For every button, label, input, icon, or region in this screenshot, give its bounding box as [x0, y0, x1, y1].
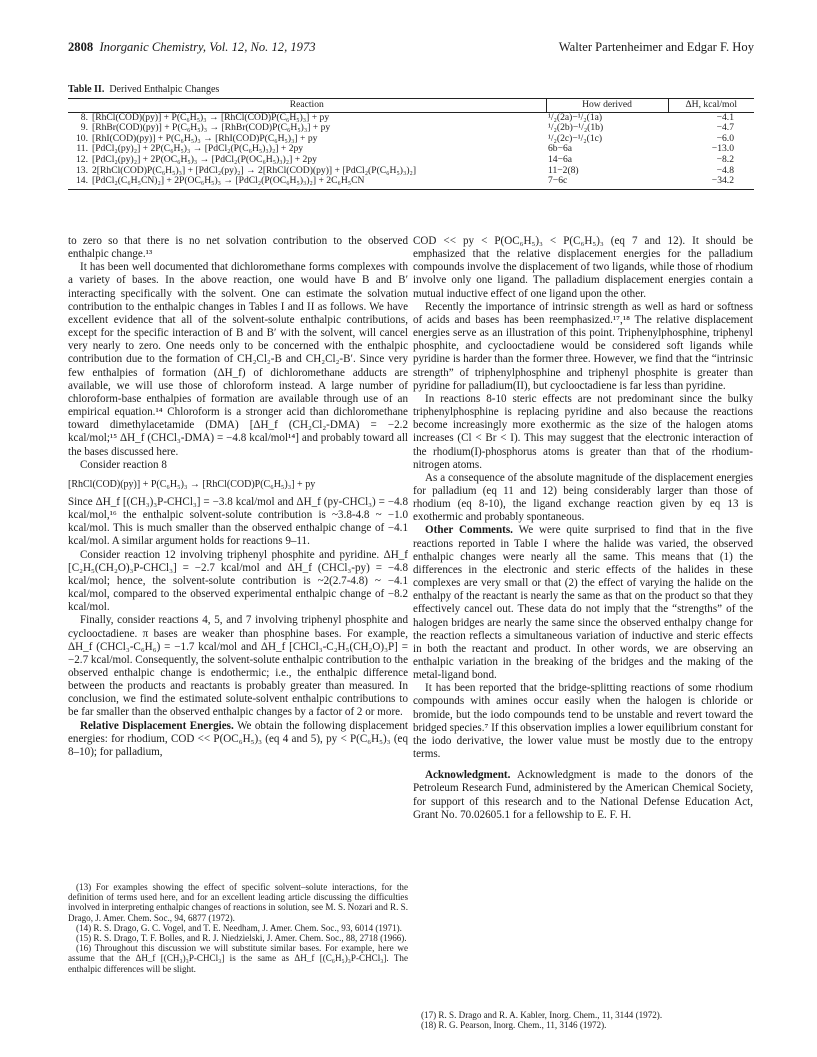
- row-delta-h: −13.0: [711, 143, 734, 155]
- row-number: 13.: [76, 164, 88, 176]
- footnote: (17) R. S. Drago and R. A. Kabler, Inorg. Chem., 11, 3144 (1972).: [421, 1010, 663, 1020]
- row-number: 12.: [76, 153, 88, 165]
- row-reaction: [PdCl₂(py)₂] + 2P(C₆H₅)₃ → [PdCl₂(P(C₆H₅)₃)₂] + 2py: [92, 143, 304, 155]
- header-authors: Walter Partenheimer and Edgar F. Hoy: [558, 40, 754, 54]
- running-header: [68, 40, 754, 56]
- journal-citation: Inorganic Chemistry, Vol. 12, No. 12, 1973: [99, 40, 316, 54]
- table-derived-enthalpic-changes: [68, 84, 754, 190]
- row-reaction: 2[RhCl(COD)P(C₆H₅)₃] + [PdCl₂(py)₂] → 2[RhCl(COD)(py)] + [PdCl₂(P(C₆H₅)₃)₂]: [92, 164, 417, 176]
- paragraph: It has been well documented that dichloromethane forms complexes with a variety of bases. In the above reaction, one would have B and B′ interacting specifically with the solvent. One can estimate the solvation contribution to the enthalpic changes in Tables I and II as follows. We have excellent evidence that all of the solvent-solute enthalpic contributions, except for the specific interaction of B and B′ with the solvent, will cancel very nearly to zero. One needs only to be concerned with the enthalpic contribution due to the formation of CH₂Cl₂-B and CH₂Cl₂-B′. Since very few enthalpies of formation (ΔH_f) of dichloromethane adducts are available, we will use those of chloroform instead. A large number of chloroform-base enthalpies of formation are available through use of an empirical equation.¹⁴ Chloroform is a stronger acid than dichloromethane toward dimethylacetamide (DMA) [ΔH_f (CH₂Cl₂-DMA) = −2.2 kcal/mol;¹⁵ ΔH_f (CHCl₃-DMA) = −4.8 kcal/mol¹⁴] and probably toward all the bases discussed here.: [68, 261, 408, 458]
- header-reaction: Reaction: [68, 99, 546, 113]
- row-delta-h: −34.2: [668, 176, 754, 189]
- row-how-derived: ¹/₂(2c)−¹/₂(1c): [548, 132, 603, 144]
- paragraph-text: Acknowledgment is made to the donors of the Petroleum Research Fund, administered by the American Chemical Society, for support of this research and to the National Defense Education Act, Grant No. 70.02605.1 for a fellowship to E. F. H.: [413, 769, 753, 821]
- table-label: Table II.: [68, 84, 105, 95]
- footnote: (14) R. S. Drago, G. C. Vogel, and T. E. Needham, J. Amer. Chem. Soc., 93, 6014 (1971).: [76, 922, 402, 933]
- footnotes-left: [68, 882, 408, 974]
- row-reaction: [RhI(COD)(py)] + P(C₆H₅)₃ → [RhI(COD)P(C₆H₅)₃] + py: [92, 132, 318, 144]
- row-reaction: [RhBr(COD)(py)] + P(C₆H₅)₃ → [RhBr(COD)P(C₆H₅)₃] + py: [92, 122, 331, 134]
- table-title: Derived Enthalpic Changes: [109, 84, 220, 95]
- row-delta-h: −6.0: [716, 132, 734, 144]
- paragraph: Finally, consider reactions 4, 5, and 7 involving triphenyl phosphite and cyclooctadiene. π bases are weaker than phosphine bases. For example, ΔH_f (CHCl₃-C₆H₆) = −1.7 kcal/mol and ΔH_f [CHCl₃-C₂H₅(CH₂O)₃P] = −2.7 kcal/mol. Consequently, the solvent-solute enthalpic contribution to the observed enthalpic change is endothermic; i.e., the enthalpic difference between the products and reactants is probably greater than measured. In conclusion, we find the estimated solute-solvent enthalpic contributions to be far smaller than the observed enthalpic changes by a factor of 2 or more.: [68, 614, 408, 719]
- paragraph: COD << py < P(OC₆H₅)₃ < P(C₆H₅)₃ (eq 7 and 12). It should be emphasized that the relative displacement energies for the palladium compounds involve the displacement of two ligands, while those of rhodium involve only one ligand. The palladium displacement energies contain a mutual inductive effect of one ligand upon the other.: [413, 235, 753, 300]
- paragraph: In reactions 8-10 steric effects are not predominant since the bulky triphenylphosphine is replacing pyridine and also because the reactions become increasingly more exothermic as the size of the halogen atoms increases (Cl < Br < I). This may suggest that the electronic interaction of the rhodium(I)-phosphorus atoms is greater than that of the rhodium-nitrogen atoms.: [413, 392, 753, 471]
- left-column: [68, 235, 408, 759]
- paragraph-relative-displacement: [68, 720, 408, 759]
- section-heading: Other Comments.: [425, 524, 513, 537]
- row-how-derived: 11−2(8): [548, 164, 579, 176]
- row-delta-h: −4.7: [716, 122, 734, 134]
- row-delta-h: −4.8: [716, 164, 734, 176]
- footnote: (16) Throughout this discussion we will substitute similar bases. For example, here we assume that the ΔH_f [(CH₃)₃P-CHCl₃] is the same as ΔH_f [(C₆H₅)₃P-CHCl₃]. The enthalpic differences will be slight.: [68, 943, 408, 974]
- paragraph: As a consequence of the absolute magnitude of the displacement energies for palladium (eq 11 and 12) being considerably larger than those of rhodium (eq 8-10), the ligand exchange reaction given by eq 13 is exothermic and probably spontaneous.: [413, 471, 753, 524]
- row-delta-h: −8.2: [716, 153, 734, 165]
- table-row: [68, 176, 754, 189]
- header-how-derived: How derived: [546, 99, 668, 113]
- row-reaction: [PdCl₂(C₆H₅CN)₂] + 2P(OC₆H₅)₃ → [PdCl₂(P(OC₆H₅)₃)₂] + 2C₆H₅CN: [90, 176, 546, 189]
- footnote: (15) R. S. Drago, T. F. Bolles, and R. J. Niedzielski, J. Amer. Chem. Soc., 88, 2718 (1966).: [76, 933, 407, 944]
- row-reaction: [PdCl₂(py)₂] + 2P(OC₆H₅)₃ → [PdCl₂(P(OC₆H₅)₃)₂] + 2py: [92, 153, 317, 165]
- paragraph: to zero so that there is no net solvation contribution to the observed enthalpic change.¹³: [68, 235, 408, 261]
- paragraph-text: We obtain the following displacement energies: for rhodium, COD << P(OC₆H₅)₃ (eq 4 and 5), py < P(C₆H₅)₃ (eq 8–10); for palladium,: [68, 719, 409, 758]
- header-left: [68, 40, 316, 55]
- paragraph: It has been reported that the bridge-splitting reactions of some rhodium compounds with amines occur easily when the halogen is chloride or bromide, but the iodo compounds tend to be unstable and revert toward the bridged species.⁷ If this observation implies a lower equilibrium constant for the iodo derivative, the lower value must be mostly due to the entropy terms.: [413, 682, 753, 761]
- row-how-derived: 14−6a: [548, 153, 573, 165]
- table-caption: [68, 84, 754, 95]
- paragraph-text: We were quite surprised to find that in the five reactions reported in Table I where the halide was varied, the observed enthalpic changes were nearly all the same. This means that (1) the differences in the electronic and steric effects of the halides in these complexes are very small or that (2) the effect of varying the halide on the enthalpy of the reactant is nearly the same as that on the product so that they effectively cancel out. These data do not imply that the “strengths” of the halogen bridges are nearly the same since the observed enthalpy change for the reaction reflects a simultaneous variation of inductive and steric effects in both the reactant and product. In other words, we are observing an enthalpic variation in the breaking of the bridges and the making of the metal-ligand bond.: [413, 524, 753, 682]
- row-number: 14.: [68, 176, 90, 189]
- section-heading: Relative Displacement Energies.: [80, 719, 234, 732]
- paragraph: Since ΔH_f [(CH₃)₃P-CHCl₃] = −3.8 kcal/mol and ΔH_f (py-CHCl₃) = −4.8 kcal/mol,¹⁶ the enthalpic solvent-solute contribution is ~3.8-4.8 ~ −1.0 kcal/mol. This is much smaller than the observed enthalpic change of −4.1 kcal/mol. A similar argument holds for reactions 9–11.: [68, 495, 408, 548]
- footnote: (18) R. G. Pearson, Inorg. Chem., 11, 3146 (1972).: [421, 1020, 607, 1031]
- table-header-row: [68, 99, 754, 113]
- row-number: 9.: [80, 122, 88, 134]
- page-number: 2808: [68, 40, 94, 54]
- row-number: 10.: [76, 132, 88, 144]
- header-delta-h: ΔH, kcal/mol: [668, 99, 754, 113]
- row-number: 8.: [80, 111, 88, 123]
- equation: [RhCl(COD)(py)] + P(C₆H₅)₃ → [RhCl(COD)P(C₆H₅)₃] + py: [68, 478, 316, 490]
- row-number: 11.: [76, 143, 88, 155]
- paragraph-other-comments: [413, 524, 753, 682]
- right-column: [413, 235, 753, 822]
- footnotes-right: [413, 1010, 753, 1030]
- paragraph: Consider reaction 12 involving triphenyl phosphite and pyridine. ΔH_f [C₂H₅(CH₂O)₃P-CHCl₃] = −2.7 kcal/mol and ΔH_f (CHCl₃-py) = −4.8 kcal/mol; hence, the solvent-solute contribution is ~2(2.7-4.8) ~ −4.1 kcal/mol, compared to the observed experimental enthalpic change of −8.2 kcal/mol.: [68, 548, 408, 614]
- paragraph-acknowledgment: [413, 769, 753, 822]
- row-how-derived: 7−6c: [546, 176, 668, 189]
- row-how-derived: ¹/₂(2a)−¹/₂(1a): [548, 111, 603, 123]
- paragraph: Recently the importance of intrinsic strength as well as hard or softness of acids and bases has been reemphasized.¹⁷,¹⁸ The relative displacement energies serve as an illustration of this point. Triphenylphosphine, triphenyl phosphite, and cyclooctadiene would be considered soft ligands while pyridine is harder than the former three. However, we find that the “intrinsic strength” of triphenylphosphine and triphenyl phosphite is greater than pyridine for palladium(II), but cyclooctadiene is far less than pyridine.: [413, 300, 753, 392]
- row-reaction: [RhCl(COD)(py)] + P(C₆H₅)₃ → [RhCl(COD)P(C₆H₅)₃] + py: [92, 111, 330, 123]
- footnote: (13) For examples showing the effect of specific solvent–solute interactions, for the definition of terms used here, and for an excellent leading article discussing the difficulties involved in interpreting enthalpic changes of reactions in solution, see M. S. Nozari and R. S. Drago, J. Amer. Chem. Soc., 94, 6877 (1972).: [68, 882, 408, 923]
- enthalpy-table: [68, 98, 754, 190]
- paragraph: Consider reaction 8: [80, 458, 167, 471]
- row-how-derived: ¹/₂(2b)−¹/₂(1b): [548, 122, 604, 134]
- row-delta-h: −4.1: [716, 111, 734, 123]
- row-how-derived: 6b−6a: [548, 143, 573, 155]
- table-row: [68, 155, 754, 166]
- section-heading: Acknowledgment.: [425, 769, 511, 782]
